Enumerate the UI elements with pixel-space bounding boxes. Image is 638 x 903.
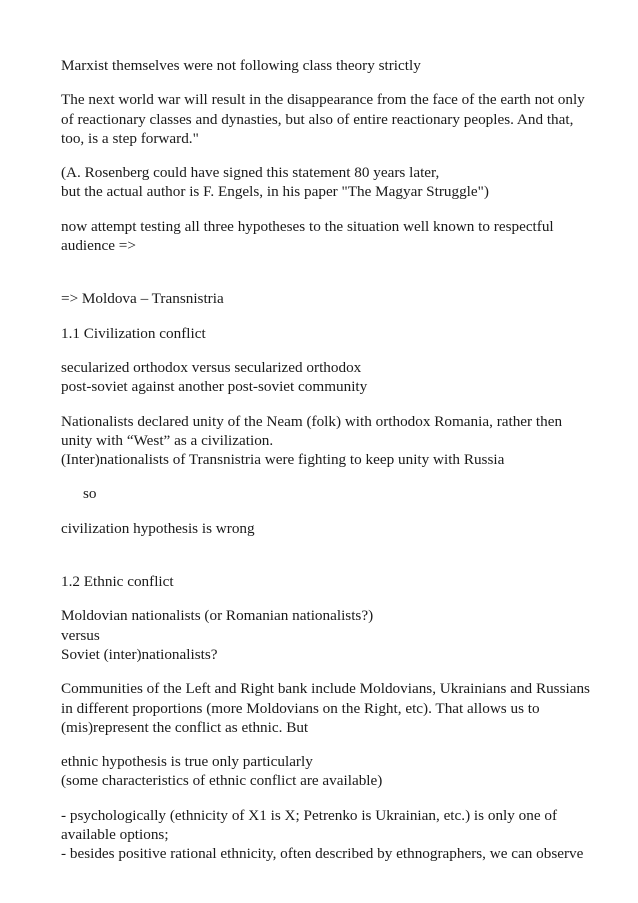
text-line: - besides positive rational ethnicity, often described by ethnographers, we can observe — [61, 845, 584, 863]
paragraph-communities — [61, 679, 601, 737]
paragraph-so — [61, 484, 601, 503]
text-line: Marxist themselves were not following class theory strictly — [61, 57, 421, 74]
text-line: The next world war will result in the disappearance from the face of the earth not only — [61, 91, 585, 109]
text-line: so — [83, 485, 97, 503]
text-line: Nationalists declared unity of the Neam (folk) with orthodox Romania, rather then — [61, 412, 563, 430]
section-heading-ethnic — [61, 572, 601, 591]
text-line: post-soviet against another post-soviet community — [61, 378, 368, 396]
text-line: Soviet (inter)nationalists? — [61, 645, 218, 663]
text-line: Communities of the Left and Right bank include Moldovians, Ukrainians and Russians — [61, 680, 590, 698]
text-line: civilization hypothesis is wrong — [61, 519, 255, 537]
section-heading-civilization — [61, 324, 601, 343]
text-line: available options; — [61, 826, 169, 844]
document-body — [61, 56, 601, 879]
text-line: too, is a step forward." — [61, 129, 199, 147]
paragraph-engels-quote — [61, 90, 601, 148]
text-line: but the actual author is F. Engels, in his paper "The Magyar Struggle") — [61, 183, 489, 201]
section-heading-moldova — [61, 289, 601, 308]
text-line: ethnic hypothesis is true only particularly — [61, 753, 313, 771]
text-line: of reactionary classes and dynasties, but also of entire reactionary peoples. And that, — [61, 110, 574, 128]
text-line: (some characteristics of ethnic conflict are available) — [61, 772, 383, 790]
text-line: => Moldova – Transnistria — [61, 290, 224, 308]
paragraph-secularized — [61, 358, 601, 397]
paragraph-ethnic-hypothesis — [61, 752, 601, 791]
text-line: 1.1 Civilization conflict — [61, 324, 206, 342]
text-line: 1.2 Ethnic conflict — [61, 573, 174, 591]
text-line: (mis)represent the conflict as ethnic. But — [61, 718, 309, 736]
text-line: secularized orthodox versus secularized orthodox — [61, 358, 362, 376]
paragraph-civilization-wrong — [61, 519, 601, 538]
paragraph-marxist — [61, 56, 601, 75]
text-line: unity with “West” as a civilization. — [61, 431, 274, 449]
text-line: (Inter)nationalists of Transnistria were fighting to keep unity with Russia — [61, 451, 505, 469]
text-line: audience => — [61, 237, 136, 255]
text-line: - psychologically (ethnicity of X1 is X; Petrenko is Ukrainian, etc.) is only one of — [61, 806, 558, 824]
paragraph-ethnicity-list — [61, 806, 601, 864]
paragraph-nationalists — [61, 412, 601, 470]
paragraph-attribution — [61, 163, 601, 202]
text-line: (A. Rosenberg could have signed this statement 80 years later, — [61, 164, 440, 182]
paragraph-hypotheses-intro — [61, 217, 601, 256]
text-line: versus — [61, 626, 100, 644]
text-line: now attempt testing all three hypotheses to the situation well known to respectful — [61, 217, 554, 235]
text-line: in different proportions (more Moldovians on the Right, etc). That allows us to — [61, 699, 540, 717]
text-line: Moldovian nationalists (or Romanian nationalists?) — [61, 607, 374, 625]
paragraph-moldovian-nationalists — [61, 606, 601, 664]
